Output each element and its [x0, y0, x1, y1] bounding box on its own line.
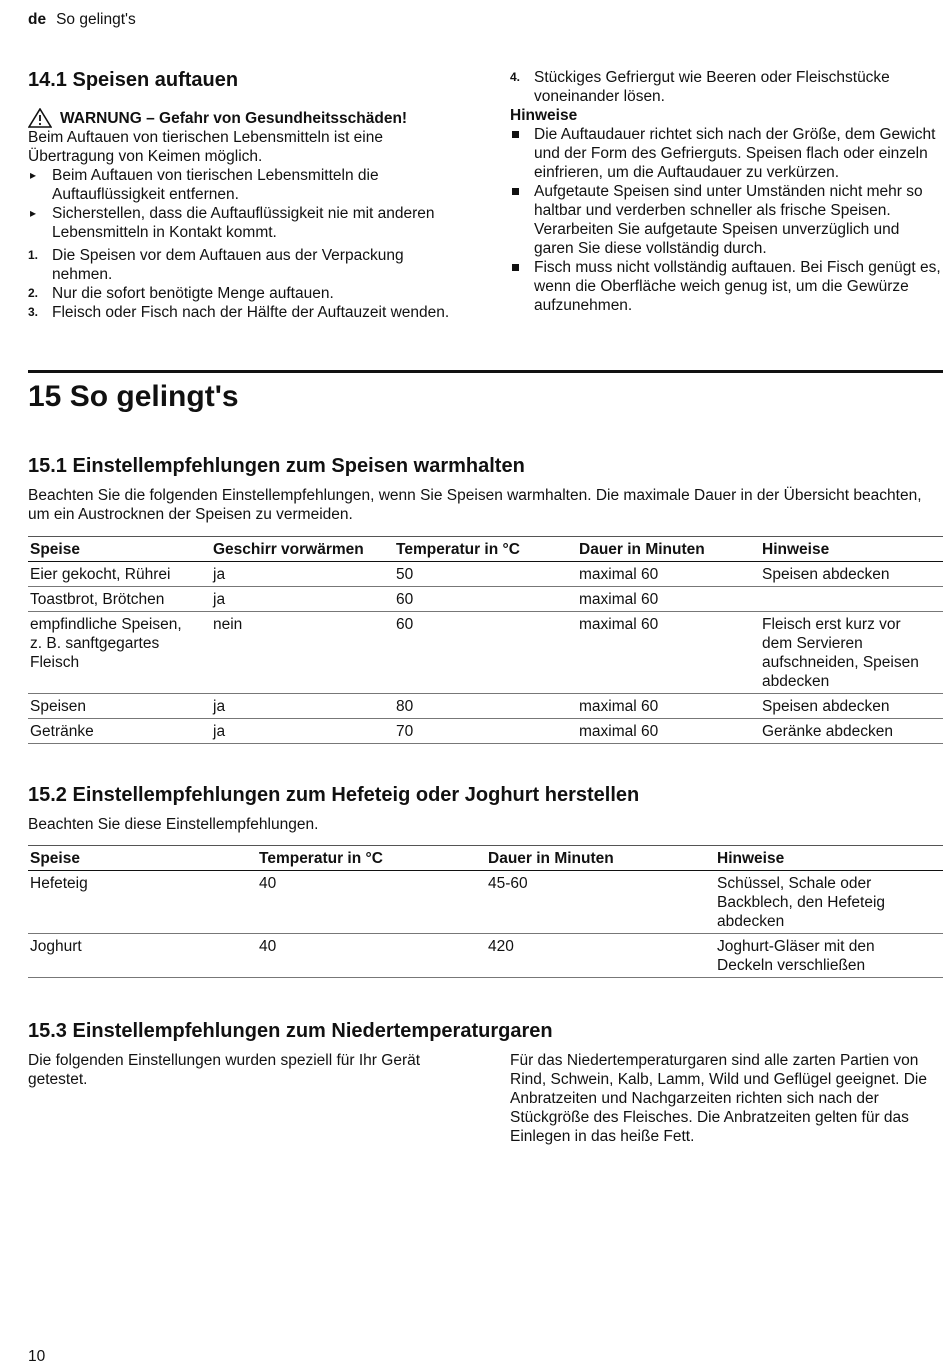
section-title-15-3: 15.3 Einstellempfehlungen zum Niedertemperaturgaren — [28, 1020, 553, 1042]
language-tag: de — [28, 11, 47, 28]
table-cell: maximal 60 — [577, 694, 760, 719]
table-row — [28, 934, 943, 978]
hefeteig-table — [28, 845, 943, 978]
table-cell — [760, 587, 943, 612]
table-cell: Joghurt-Gläser mit den Deckeln verschließen — [715, 934, 943, 978]
warning-title: WARNUNG – Gefahr von Gesundheitsschäden! — [60, 109, 408, 127]
table-cell: Hefeteig — [28, 871, 257, 934]
step-item — [28, 303, 468, 322]
step-number: 4. — [510, 70, 521, 84]
step-item — [510, 68, 942, 106]
section-intro-15-2: Beachten Sie diese Einstellempfehlungen. — [28, 816, 319, 833]
table-cell: ja — [211, 694, 394, 719]
table-cell: 45-60 — [486, 871, 715, 934]
step-number: 3. — [28, 305, 39, 319]
step-number: 1. — [28, 248, 39, 262]
chapter-title: 15 So gelingt's — [28, 380, 239, 413]
table-cell: Speisen abdecken — [760, 562, 943, 587]
table-cell: 60 — [394, 612, 577, 694]
step-number: 2. — [28, 286, 39, 300]
table-cell: Getränke — [28, 719, 211, 744]
step-text: Fleisch oder Fisch nach der Hälfte der Auftauzeit wenden. — [52, 304, 450, 321]
page-number: 10 — [28, 1348, 46, 1365]
table-cell: maximal 60 — [577, 612, 760, 694]
step-item — [28, 284, 468, 303]
table-header-row — [28, 537, 943, 562]
table-cell: maximal 60 — [577, 587, 760, 612]
table-cell: ja — [211, 587, 394, 612]
table-cell: 40 — [257, 934, 486, 978]
table-cell: 70 — [394, 719, 577, 744]
warning-heading — [28, 108, 468, 128]
step-item — [28, 246, 468, 284]
section-title-15-1: 15.1 Einstellempfehlungen zum Speisen warmhalten — [28, 455, 525, 477]
warmhalten-table — [28, 536, 943, 744]
steps-list — [28, 246, 468, 322]
warning-bullets — [28, 166, 468, 242]
warning-text: Beim Auftauen von tierischen Lebensmitteln ist eine Übertragung von Keimen möglich. — [28, 129, 383, 165]
column-header: Geschirr vorwärmen — [211, 537, 394, 562]
hints-list — [510, 125, 942, 315]
steps-list-continued — [510, 68, 942, 106]
step-text: Die Speisen vor dem Auftauen aus der Verpackung nehmen. — [52, 247, 404, 283]
table-cell: Speisen abdecken — [760, 694, 943, 719]
section-intro-15-1: Beachten Sie die folgenden Einstellempfehlungen, wenn Sie Speisen warmhalten. Die maximale Dauer in der Übersicht beachten, um ein Austrocknen der Speisen zu vermeiden. — [28, 487, 922, 523]
table-cell: 60 — [394, 587, 577, 612]
table-cell: nein — [211, 612, 394, 694]
table-cell: maximal 60 — [577, 562, 760, 587]
warning-bullet: ▸ Beim Auftauen von tierischen Lebensmitteln die Auftauflüssigkeit entfernen. — [28, 166, 468, 204]
table-cell: 50 — [394, 562, 577, 587]
column-header: Temperatur in °C — [394, 537, 577, 562]
table-row — [28, 612, 943, 694]
table-cell: 80 — [394, 694, 577, 719]
section-title-14-1: 14.1 Speisen auftauen — [28, 69, 239, 91]
table-cell: maximal 60 — [577, 719, 760, 744]
column-header: Temperatur in °C — [257, 846, 486, 871]
section-title-15-2: 15.2 Einstellempfehlungen zum Hefeteig oder Joghurt herstellen — [28, 784, 640, 806]
table-row — [28, 562, 943, 587]
warning-bullet: ▸ Sicherstellen, dass die Auftauflüssigkeit nie mit anderen Lebensmitteln in Kontakt kommt. — [28, 204, 468, 242]
table-cell: Toastbrot, Brötchen — [28, 587, 211, 612]
table-row — [28, 694, 943, 719]
chapter-rule — [28, 370, 943, 373]
table-cell: empfindliche Speisen, z. B. sanftgegartes Fleisch — [28, 612, 211, 694]
hint-item: Fisch muss nicht vollständig auftauen. Bei Fisch genügt es, wenn die Oberfläche weich genug ist, um die Gewürze aufzunehmen. — [510, 258, 942, 315]
column-header: Dauer in Minuten — [577, 537, 760, 562]
column-header: Dauer in Minuten — [486, 846, 715, 871]
table-header-row — [28, 846, 943, 871]
table-cell: ja — [211, 562, 394, 587]
running-header — [28, 10, 136, 29]
warning-triangle-icon — [28, 108, 52, 128]
section-text-15-3-right: Für das Niedertemperaturgaren sind alle zarten Partien von Rind, Schwein, Kalb, Lamm, Wild und Geflügel geeignet. Die Anbratzeiten und Nachgarzeiten richten sich nach der Stückgröße des Fleisches. Die Anbratzeiten gelten für das Einlegen in das heiße Fett. — [510, 1052, 927, 1145]
table-cell: Geränke abdecken — [760, 719, 943, 744]
warning-block — [28, 108, 468, 322]
header-section: So gelingt's — [56, 11, 136, 28]
table-cell: Fleisch erst kurz vor dem Servieren aufschneiden, Speisen abdecken — [760, 612, 943, 694]
table-row — [28, 587, 943, 612]
section-text-15-3-left: Die folgenden Einstellungen wurden speziell für Ihr Gerät getestet. — [28, 1052, 421, 1088]
table-cell: 40 — [257, 871, 486, 934]
hint-item: Die Auftaudauer richtet sich nach der Größe, dem Gewicht und der Form des Gefrierguts. Speisen flach oder einzeln einfrieren, um die Auftaudauer zu verkürzen. — [510, 125, 942, 182]
table-cell: Joghurt — [28, 934, 257, 978]
column-header: Hinweise — [715, 846, 943, 871]
hints-title: Hinweise — [510, 107, 578, 124]
table-cell: Eier gekocht, Rührei — [28, 562, 211, 587]
right-column-14-1 — [510, 68, 942, 315]
table-cell: Speisen — [28, 694, 211, 719]
table-cell: 420 — [486, 934, 715, 978]
column-header: Speise — [28, 846, 257, 871]
column-header: Hinweise — [760, 537, 943, 562]
step-text: Stückiges Gefriergut wie Beeren oder Fleischstücke voneinander lösen. — [534, 69, 890, 105]
column-header: Speise — [28, 537, 211, 562]
table-row — [28, 871, 943, 934]
table-cell: Schüssel, Schale oder Backblech, den Hefeteig abdecken — [715, 871, 943, 934]
step-text: Nur die sofort benötigte Menge auftauen. — [52, 285, 334, 302]
table-cell: ja — [211, 719, 394, 744]
table-row — [28, 719, 943, 744]
hint-item: Aufgetaute Speisen sind unter Umständen nicht mehr so haltbar und verderben schneller als frische Speisen. Verarbeiten Sie aufgetaute Speisen unverzüglich und garen Sie diese vollständig durch. — [510, 182, 942, 258]
